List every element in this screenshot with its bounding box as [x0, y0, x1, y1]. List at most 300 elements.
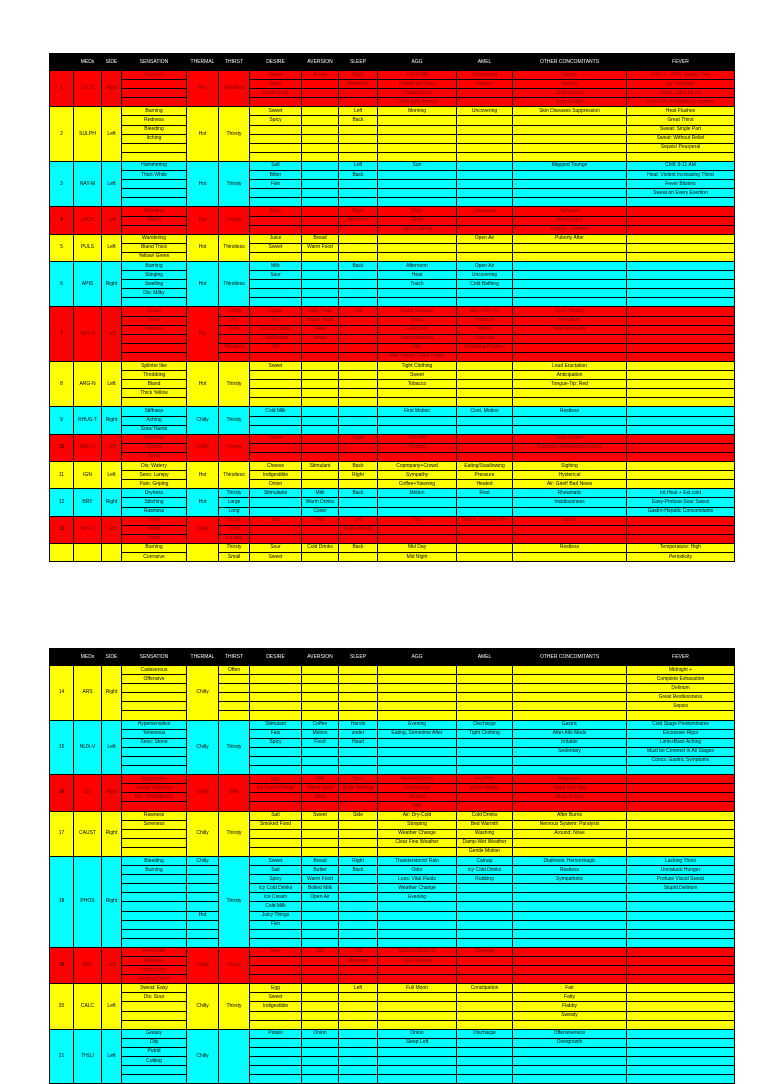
- sleep-cell: [339, 1002, 378, 1011]
- sleep-cell: [339, 352, 378, 361]
- table-row: [50, 389, 735, 398]
- remedy-number: 2: [50, 107, 74, 162]
- agg-cell: Touch: [378, 280, 457, 289]
- aversion-cell: [302, 747, 339, 756]
- sleep-cell: [339, 793, 378, 802]
- table-row: [50, 811, 735, 820]
- table-row: [50, 938, 735, 947]
- fever-cell: [627, 452, 735, 461]
- agg-cell: [378, 920, 457, 929]
- other-concomitants-cell: [513, 134, 627, 143]
- table-row: [50, 966, 735, 975]
- sleep-cell: Left: [339, 161, 378, 170]
- desire-cell: Sour: [250, 947, 302, 956]
- remedy-name: APIS: [74, 261, 102, 306]
- agg-cell: Yawning: [378, 443, 457, 452]
- other-concomitants-cell: [513, 280, 627, 289]
- remedy-number: 9: [50, 407, 74, 434]
- thirst-cell: Cold: [219, 325, 250, 334]
- sensation-cell: [122, 747, 187, 756]
- other-concomitants-cell: [513, 802, 627, 811]
- thirst-cell: Thirsty: [219, 362, 250, 407]
- other-concomitants-cell: [513, 938, 627, 947]
- table-row: [50, 929, 735, 938]
- thermal-cell: [187, 902, 219, 911]
- sleep-cell: [339, 1047, 378, 1056]
- sleep-cell: [339, 893, 378, 902]
- sensation-cell: [122, 80, 187, 89]
- desire-cell: [250, 289, 302, 298]
- sleep-cell: [339, 1011, 378, 1020]
- agg-cell: [378, 525, 457, 534]
- sleep-cell: [339, 280, 378, 289]
- sleep-cell: [339, 98, 378, 107]
- other-concomitants-cell: Sleep and Skin: [513, 784, 627, 793]
- desire-cell: Fish: [250, 920, 302, 929]
- other-concomitants-cell: Restless: [513, 866, 627, 875]
- thirst-cell: Cold: [219, 525, 250, 534]
- table-row: [50, 947, 735, 956]
- aversion-cell: Meat: [302, 325, 339, 334]
- amel-cell: [457, 252, 513, 261]
- sleep-cell: Left: [339, 516, 378, 525]
- sensation-cell: Dryness: [122, 71, 187, 80]
- side-cell: Left: [102, 234, 122, 261]
- fever-cell: Chill: 4 - 7PM, Sweet Then: [627, 71, 735, 80]
- sensation-cell: Sweat: Easy: [122, 984, 187, 993]
- other-concomitants-cell: [513, 756, 627, 765]
- desire-cell: [250, 711, 302, 720]
- sleep-cell: [339, 902, 378, 911]
- sleep-cell: Right Walking: [339, 784, 378, 793]
- agg-cell: Full Moon: [378, 984, 457, 993]
- fever-cell: [627, 1002, 735, 1011]
- sensation-cell: Putrid: [122, 534, 187, 543]
- sleep-cell: [339, 756, 378, 765]
- aversion-cell: Milk: [302, 489, 339, 498]
- sleep-cell: [339, 1066, 378, 1075]
- remedy-number: 12: [50, 489, 74, 516]
- agg-cell: Mattress/BIKE/G: [378, 947, 457, 956]
- table-row: [50, 207, 735, 216]
- thermal-cell: [187, 929, 219, 938]
- thirst-cell: Thirsty: [219, 161, 250, 206]
- amel-cell: [457, 957, 513, 966]
- table-row: [50, 398, 735, 407]
- amel-cell: Changing Position: [457, 343, 513, 352]
- aversion-cell: [302, 666, 339, 675]
- table-row: [50, 198, 735, 207]
- remedy-table-1: [49, 53, 735, 562]
- fever-cell: [627, 793, 735, 802]
- fever-cell: [627, 480, 735, 489]
- other-concomitants-cell: [513, 1066, 627, 1075]
- aversion-cell: [302, 829, 339, 838]
- other-concomitants-cell: [513, 1075, 627, 1084]
- sleep-cell: [339, 766, 378, 775]
- sleep-cell: [339, 702, 378, 711]
- sensation-cell: Copious: [122, 325, 187, 334]
- header-cell-aversion: AVERSION: [302, 54, 339, 71]
- aversion-cell: [302, 425, 339, 434]
- sensation-cell: Stitching: [122, 498, 187, 507]
- fever-cell: [627, 784, 735, 793]
- aversion-cell: [302, 1057, 339, 1066]
- table-row: [50, 343, 735, 352]
- fever-cell: Fever Blisters: [627, 180, 735, 189]
- sleep-cell: [339, 1038, 378, 1047]
- other-concomitants-cell: [513, 261, 627, 270]
- aversion-cell: Cold Drinks: [302, 543, 339, 552]
- agg-cell: [378, 180, 457, 189]
- agg-cell: Tight Clothing: [378, 957, 457, 966]
- remedy-number: 5: [50, 234, 74, 261]
- aversion-cell: [302, 125, 339, 134]
- side-cell: Right: [102, 666, 122, 721]
- other-concomitants-cell: Injury History: [513, 307, 627, 316]
- other-concomitants-cell: Gastric: [513, 720, 627, 729]
- desire-cell: Spicy: [250, 738, 302, 747]
- table-row: [50, 543, 735, 552]
- desire-cell: Salt: [250, 811, 302, 820]
- fever-cell: [627, 984, 735, 993]
- table-row: [50, 993, 735, 1002]
- desire-cell: [250, 693, 302, 702]
- fever-cell: [627, 993, 735, 1002]
- agg-cell: [378, 1011, 457, 1020]
- amel-cell: [457, 738, 513, 747]
- thirst-cell: [219, 334, 250, 343]
- aversion-cell: [302, 711, 339, 720]
- desire-cell: Spicy: [250, 207, 302, 216]
- sensation-cell: [122, 343, 187, 352]
- sensation-cell: [122, 766, 187, 775]
- sleep-cell: [339, 993, 378, 1002]
- table-row: [50, 1075, 735, 1084]
- agg-cell: [378, 684, 457, 693]
- amel-cell: [457, 1011, 513, 1020]
- sensation-cell: Oily: [122, 1038, 187, 1047]
- thirst-cell: Thirsty: [219, 856, 250, 947]
- desire-cell: Sour: [250, 543, 302, 552]
- amel-cell: [457, 443, 513, 452]
- amel-cell: [457, 352, 513, 361]
- aversion-cell: [302, 534, 339, 543]
- aversion-cell: [302, 280, 339, 289]
- thirst-cell: Both: [219, 775, 250, 811]
- agg-cell: [378, 189, 457, 198]
- sensation-cell: Burning: [122, 107, 187, 116]
- desire-cell: [250, 684, 302, 693]
- other-concomitants-cell: Sedentary: [513, 747, 627, 756]
- agg-cell: [378, 143, 457, 152]
- other-concomitants-cell: [513, 838, 627, 847]
- sleep-cell: [339, 316, 378, 325]
- sensation-cell: Dis: Sour: [122, 993, 187, 1002]
- sensation-cell: [122, 756, 187, 765]
- sensation-cell: Suppurative: [122, 775, 187, 784]
- fever-cell: [627, 1011, 735, 1020]
- header-cell-meds: MEDs: [74, 54, 102, 71]
- agg-cell: Sweet: [378, 371, 457, 380]
- thirst-cell: [219, 711, 250, 720]
- amel-cell: [457, 525, 513, 534]
- other-concomitants-cell: Skin Diseases Suppression: [513, 107, 627, 116]
- sensation-cell: [122, 802, 187, 811]
- desire-cell: [250, 966, 302, 975]
- other-concomitants-cell: [513, 929, 627, 938]
- other-concomitants-cell: After Burns: [513, 811, 627, 820]
- desire-cell: [250, 125, 302, 134]
- agg-cell: Odor: [378, 866, 457, 875]
- sensation-cell: Yellow/ Green: [122, 252, 187, 261]
- thermal-cell: Chilly: [187, 516, 219, 543]
- aversion-cell: Salt: [302, 947, 339, 956]
- fever-cell: [627, 1029, 735, 1038]
- desire-cell: [250, 352, 302, 361]
- sleep-cell: [339, 1057, 378, 1066]
- header-cell-desire: DESIRE: [250, 649, 302, 666]
- side-cell: Right: [102, 856, 122, 947]
- fever-cell: One Chill, Followed by another: [627, 98, 735, 107]
- remedy-number: 3: [50, 161, 74, 206]
- side-cell: Right: [102, 489, 122, 516]
- table-row: [50, 820, 735, 829]
- agg-cell: Milk: Potato, Fatty Foods: [378, 352, 457, 361]
- agg-cell: Stooping: [378, 820, 457, 829]
- amel-cell: [457, 793, 513, 802]
- header-cell-fever: FEVER: [627, 54, 735, 71]
- desire-cell: [250, 371, 302, 380]
- sensation-cell: Aching: [122, 416, 187, 425]
- table-row: [50, 171, 735, 180]
- sensation-cell: Burning: [122, 866, 187, 875]
- aversion-cell: [302, 216, 339, 225]
- thermal-cell: Chilly: [187, 407, 219, 434]
- amel-cell: [457, 693, 513, 702]
- table-row: [50, 98, 735, 107]
- desire-cell: Ice-cold Water: [250, 325, 302, 334]
- desire-cell: [250, 929, 302, 938]
- fever-cell: [627, 802, 735, 811]
- fever-cell: [627, 271, 735, 280]
- sleep-cell: [339, 693, 378, 702]
- sensation-cell: Offensive: [122, 675, 187, 684]
- remedy-number: 19: [50, 947, 74, 983]
- agg-cell: Cold/Light: Brunch: [378, 98, 457, 107]
- aversion-cell: [302, 407, 339, 416]
- agg-cell: [378, 389, 457, 398]
- amel-cell: [457, 966, 513, 975]
- sensation-cell: [122, 1011, 187, 1020]
- agg-cell: Eating, Sometime After: [378, 729, 457, 738]
- sleep-cell: [339, 371, 378, 380]
- other-concomitants-cell: [513, 452, 627, 461]
- agg-cell: [378, 452, 457, 461]
- thermal-cell: Hot: [187, 71, 219, 107]
- fever-cell: [627, 462, 735, 471]
- desire-cell: Stimulant: [250, 720, 302, 729]
- fever-cell: [627, 316, 735, 325]
- thermal-cell: Chilly: [187, 666, 219, 721]
- amel-cell: [457, 702, 513, 711]
- amel-cell: [457, 362, 513, 371]
- other-concomitants-cell: [513, 702, 627, 711]
- aversion-cell: Warm Food: [302, 784, 339, 793]
- agg-cell: [378, 416, 457, 425]
- sleep-cell: [339, 343, 378, 352]
- agg-cell: [378, 756, 457, 765]
- desire-cell: Sweet: [250, 71, 302, 80]
- amel-cell: [457, 425, 513, 434]
- table-row: [50, 1002, 735, 1011]
- remedy-name: LYCO: [74, 71, 102, 107]
- aversion-cell: [302, 252, 339, 261]
- fever-cell: [627, 525, 735, 534]
- sleep-cell: [339, 416, 378, 425]
- other-concomitants-cell: Periodicity: [513, 316, 627, 325]
- amel-cell: [457, 1020, 513, 1029]
- table-row: [50, 756, 735, 765]
- sensation-cell: Sweat: Offensive: [122, 784, 187, 793]
- desire-cell: [250, 1047, 302, 1056]
- agg-cell: Milk: [378, 802, 457, 811]
- sensation-cell: Hypersensitive: [122, 720, 187, 729]
- other-concomitants-cell: Tongue-Tip: Red: [513, 380, 627, 389]
- remedy-number: 1: [50, 71, 74, 107]
- table-row: [50, 866, 735, 875]
- aversion-cell: Butter: [302, 866, 339, 875]
- sleep-cell: [339, 847, 378, 856]
- amel-cell: Catnap: [457, 856, 513, 865]
- remedy-name: NAT-M: [74, 161, 102, 206]
- agg-cell: Sun: [378, 516, 457, 525]
- amel-cell: [457, 452, 513, 461]
- remedy-name: NAT-S: [74, 307, 102, 362]
- thermal-cell: [187, 884, 219, 893]
- desire-cell: [250, 189, 302, 198]
- remedy-name: PULS: [74, 234, 102, 261]
- table-row: [50, 189, 735, 198]
- aversion-cell: [302, 1020, 339, 1029]
- sleep-cell: Right: [339, 856, 378, 865]
- other-concomitants-cell: Sighing: [513, 462, 627, 471]
- other-concomitants-cell: [513, 711, 627, 720]
- amel-cell: Discharge: [457, 207, 513, 216]
- other-concomitants-cell: [513, 343, 627, 352]
- sensation-cell: Sore/ Numb: [122, 425, 187, 434]
- sensation-cell: Splinter like: [122, 362, 187, 371]
- fever-cell: Concs: Gastric Symptoms: [627, 756, 735, 765]
- table-row: [50, 911, 735, 920]
- fever-cell: [627, 380, 735, 389]
- desire-cell: Sweet: [250, 856, 302, 865]
- table-row: [50, 298, 735, 307]
- fever-cell: [627, 766, 735, 775]
- sleep-cell: Abdomen: [339, 957, 378, 966]
- desire-cell: Milk: [250, 261, 302, 270]
- sleep-cell: [339, 389, 378, 398]
- sensation-cell: [122, 902, 187, 911]
- thermal-cell: Hot: [187, 261, 219, 306]
- sleep-cell: [339, 747, 378, 756]
- sleep-cell: Left: [339, 107, 378, 116]
- amel-cell: Tight Clothing: [457, 729, 513, 738]
- amel-cell: Gentle Motion: [457, 847, 513, 856]
- fever-cell: [627, 334, 735, 343]
- fever-cell: Profuse Viscid Sweat: [627, 875, 735, 884]
- sleep-cell: [339, 298, 378, 307]
- sensation-cell: Corrosive: [122, 552, 187, 561]
- fever-cell: Heat Flushes: [627, 107, 735, 116]
- aversion-cell: [302, 675, 339, 684]
- fever-cell: [627, 938, 735, 947]
- table-row: [50, 875, 735, 884]
- table-row: [50, 289, 735, 298]
- amel-cell: [457, 143, 513, 152]
- sleep-cell: [339, 829, 378, 838]
- aversion-cell: [302, 756, 339, 765]
- other-concomitants-cell: [513, 975, 627, 984]
- aversion-cell: Bread: [302, 856, 339, 865]
- remedy-number: 13: [50, 516, 74, 543]
- agg-cell: Mid Day: [378, 543, 457, 552]
- sleep-cell: [339, 802, 378, 811]
- desire-cell: Cold Milk: [250, 407, 302, 416]
- aversion-cell: [302, 89, 339, 98]
- sleep-cell: Left: [339, 947, 378, 956]
- remedy-number: 14: [50, 666, 74, 721]
- side-cell: Left: [102, 720, 122, 775]
- remedy-name: ARG-N: [74, 362, 102, 407]
- header-cell-meds: MEDs: [74, 649, 102, 666]
- fever-cell: [627, 516, 735, 525]
- desire-cell: [250, 1038, 302, 1047]
- agg-cell: Sleep: [378, 216, 457, 225]
- amel-cell: Motion: [457, 80, 513, 89]
- aversion-cell: [302, 902, 339, 911]
- aversion-cell: Bread: [302, 71, 339, 80]
- fever-cell: Stupid Delirium: [627, 884, 735, 893]
- thirst-cell: Thirstless: [219, 71, 250, 107]
- amel-cell: Uncovering: [457, 107, 513, 116]
- header-row: [50, 649, 735, 666]
- desire-cell: Juicy Things: [250, 911, 302, 920]
- aversion-cell: [302, 152, 339, 161]
- fever-cell: [627, 893, 735, 902]
- thirst-cell: Thirstless: [219, 343, 250, 352]
- table-row: [50, 1029, 735, 1038]
- aversion-cell: Bread: [302, 334, 339, 343]
- table-row: [50, 666, 735, 675]
- fever-cell: [627, 966, 735, 975]
- fever-cell: [627, 1038, 735, 1047]
- thirst-cell: [219, 1029, 250, 1084]
- other-concomitants-cell: Fatty: [513, 993, 627, 1002]
- amel-cell: [457, 711, 513, 720]
- table-row: [50, 534, 735, 543]
- thermal-cell: Chilly: [187, 1029, 219, 1084]
- other-concomitants-cell: [513, 352, 627, 361]
- desire-cell: Egg: [250, 775, 302, 784]
- thermal-cell: Chilly: [187, 947, 219, 983]
- amel-cell: [457, 747, 513, 756]
- agg-cell: [378, 425, 457, 434]
- sleep-cell: [339, 225, 378, 234]
- amel-cell: Open Air: [457, 234, 513, 243]
- agg-cell: Onion: [378, 1029, 457, 1038]
- side-cell: Left: [102, 161, 122, 206]
